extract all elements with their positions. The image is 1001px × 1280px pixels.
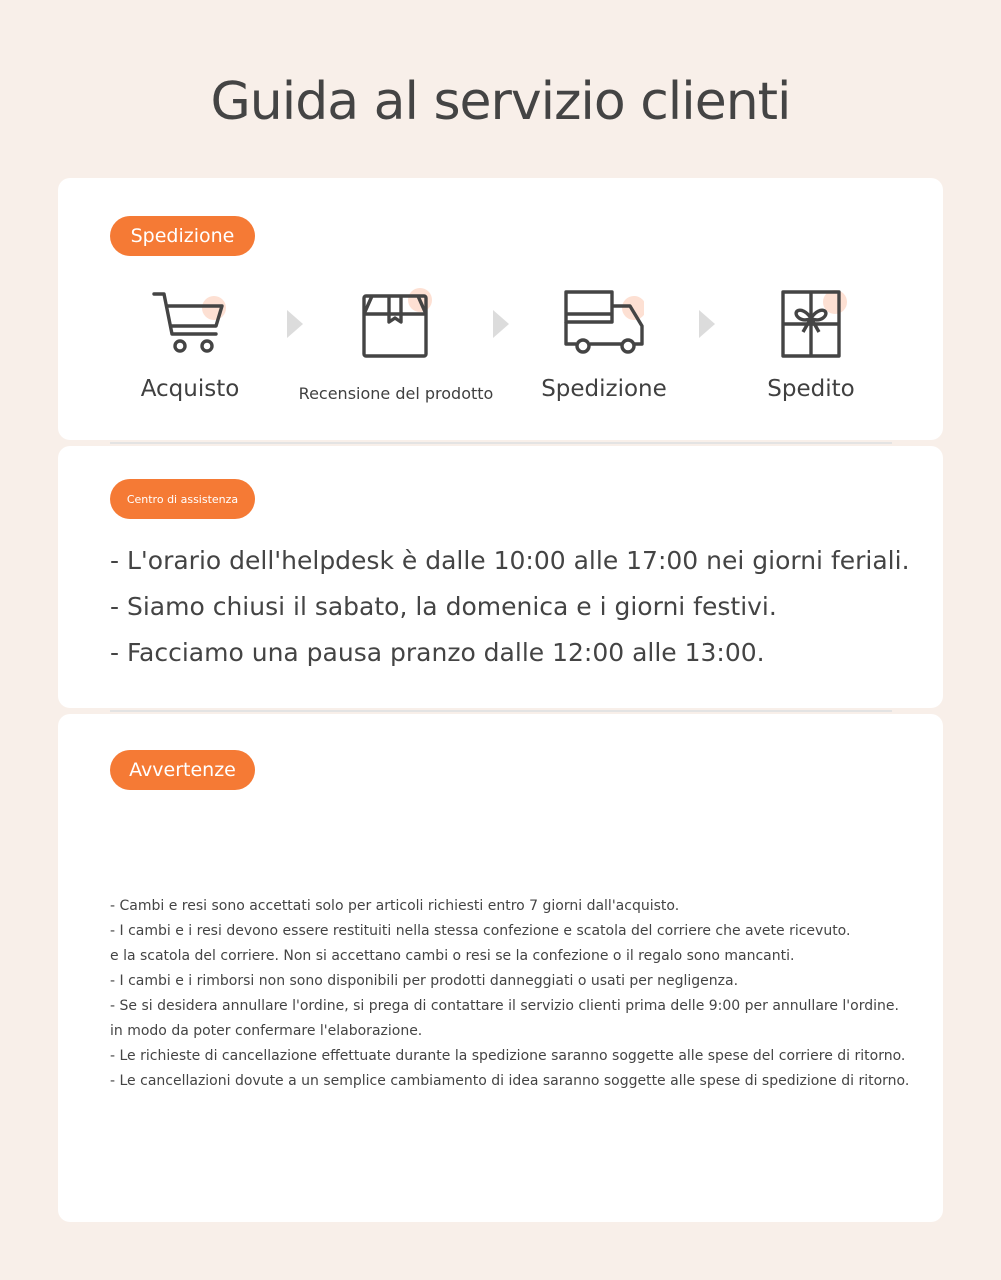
warning-line: - I cambi e i rimborsi non sono disponibili per prodotti danneggiati o usati per negligenza. — [110, 973, 739, 989]
warning-line: - Le cancellazioni dovute a un semplice cambiamento di idea saranno soggette alle spese di spedizione di ritorno. — [110, 1073, 910, 1089]
section-divider — [110, 710, 892, 712]
step-label: Spedito — [767, 376, 855, 402]
warnings-card — [58, 714, 943, 1222]
warning-line: e la scatola del corriere. Non si accettano cambi o resi se la confezione o il regalo sono mancanti. — [110, 948, 795, 964]
warning-line: - I cambi e i resi devono essere restituiti nella stessa confezione e scatola del corriere che avete ricevuto. — [110, 923, 851, 939]
shipping-steps — [58, 288, 943, 428]
warning-line: - Cambi e resi sono accettati solo per articoli richiesti entro 7 giorni dall'acquisto. — [110, 898, 680, 914]
arrow-right-icon — [493, 310, 509, 338]
cart-icon — [150, 288, 230, 360]
warnings-list — [110, 894, 930, 1094]
warning-line: - Le richieste di cancellazione effettuate durante la spedizione saranno soggette alle spese del corriere di ritorno. — [110, 1048, 906, 1064]
hours-line: - Siamo chiusi il sabato, la domenica e i giorni festivi. — [110, 592, 777, 621]
step-label: Spedizione — [541, 376, 667, 402]
shipping-process-card — [58, 178, 943, 440]
warning-line: - Se si desidera annullare l'ordine, si prega di contattare il servizio clienti prima delle 9:00 per annullare l'ordine. — [110, 998, 899, 1014]
shipping-badge: Spedizione — [110, 216, 255, 256]
step-label: Acquisto — [140, 376, 240, 402]
hours-line: - Facciamo una pausa pranzo dalle 12:00 alle 13:00. — [110, 638, 765, 667]
warning-line: in modo da poter confermare l'elaborazione. — [110, 1023, 423, 1039]
help-center-hours — [110, 538, 930, 676]
help-center-card — [58, 446, 943, 708]
warnings-badge: Avvertenze — [110, 750, 255, 790]
truck-icon — [564, 288, 644, 360]
step-label: Recensione del prodotto — [298, 384, 494, 403]
help-center-badge: Centro di assistenza — [110, 479, 255, 519]
section-divider — [110, 442, 892, 444]
gift-icon — [771, 288, 851, 360]
arrow-right-icon — [699, 310, 715, 338]
arrow-right-icon — [287, 310, 303, 338]
box-icon — [356, 288, 436, 360]
page-title: Guida al servizio clienti — [210, 72, 791, 132]
hours-line: - L'orario dell'helpdesk è dalle 10:00 alle 17:00 nei giorni feriali. — [110, 546, 910, 575]
